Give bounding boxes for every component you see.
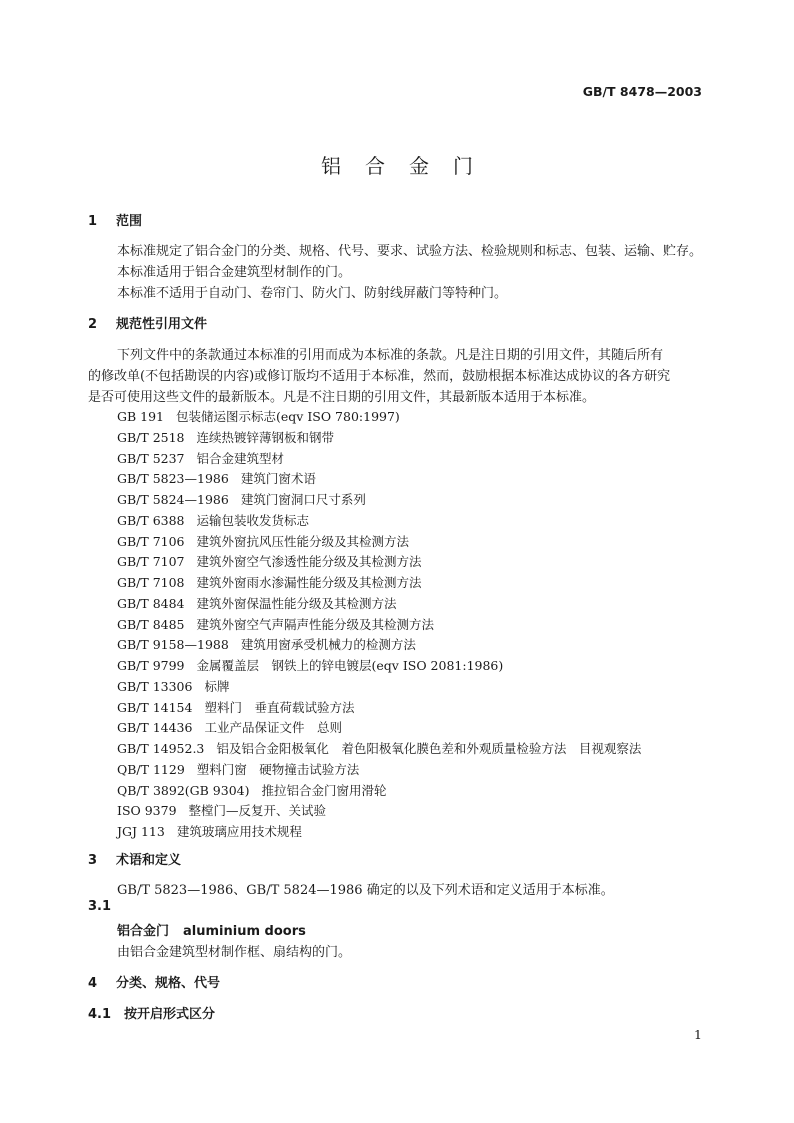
reference-item <box>117 801 326 819</box>
subsection-number: 4.1 <box>88 1007 112 1022</box>
reference-code: GB/T 14952.3 <box>117 741 205 756</box>
reference-title: 连续热镀锌薄钢板和钢带 <box>196 429 335 445</box>
subsection-heading <box>88 1003 215 1022</box>
reference-code: GB/T 8484 <box>117 595 185 611</box>
reference-code: JGJ 113 <box>117 824 165 839</box>
reference-title: 塑料门窗 硬物撞击试验方法 <box>196 761 360 777</box>
normative-intro-line-2: 的修改单(不包括勘误的内容)或修订版均不适用于本标准，然而，鼓励根据本标准达成协议的各方研究 <box>88 369 671 384</box>
reference-title: 包装储运图示标志(eqv ISO 780:1997) <box>176 409 400 424</box>
reference-item <box>117 594 397 612</box>
reference-title: 建筑外窗抗风压性能分级及其检测方法 <box>196 533 410 549</box>
reference-code: GB/T 6388 <box>117 512 185 528</box>
reference-code: GB/T 9158—1988 <box>117 637 229 653</box>
reference-title: 建筑外窗空气渗透性能分级及其检测方法 <box>196 554 422 570</box>
reference-code: GB/T 8485 <box>117 616 185 632</box>
reference-title: 标牌 <box>204 678 230 694</box>
reference-item <box>117 511 309 529</box>
reference-item <box>117 615 434 633</box>
reference-code: GB/T 14436 <box>117 720 193 736</box>
reference-title: 建筑门窗洞口尺寸系列 <box>240 492 366 507</box>
normative-intro-line-3: 是否可使用这些文件的最新版本。凡是不注日期的引用文件，其最新版本适用于本标准。 <box>88 390 596 405</box>
reference-code: GB/T 5237 <box>117 450 185 466</box>
reference-title: 整樘门—反复开、关试验 <box>188 803 327 819</box>
reference-code: GB/T 7108 <box>117 575 185 590</box>
reference-item <box>117 822 302 840</box>
reference-title: 建筑玻璃应用技术规程 <box>176 824 302 839</box>
reference-title: 工业产品保证文件 总则 <box>204 720 342 736</box>
reference-title: 金属覆盖层 钢铁上的锌电镀层(eqv ISO 2081:1986) <box>196 658 504 673</box>
terms-intro: GB/T 5823—1986、GB/T 5824—1986 确定的以及下列术语和定义适用于本标准。 <box>117 883 614 898</box>
reference-item <box>117 781 387 799</box>
reference-title: 建筑外窗空气声隔声性能分级及其检测方法 <box>196 616 435 632</box>
reference-code: ISO 9379 <box>117 803 177 819</box>
section-heading-4 <box>88 972 220 991</box>
reference-item <box>117 635 416 653</box>
page-number: 1 <box>694 1027 702 1042</box>
reference-item <box>117 677 229 695</box>
reference-code: GB/T 2518 <box>117 429 185 445</box>
reference-code: GB/T 7107 <box>117 554 185 570</box>
section-number: 2 <box>88 317 98 332</box>
reference-title: 塑料门 垂直荷载试验方法 <box>204 699 355 715</box>
reference-title: 建筑门窗术语 <box>240 471 316 487</box>
reference-item <box>117 449 284 467</box>
reference-item <box>117 469 316 487</box>
reference-title: 运输包装收发货标志 <box>196 512 310 528</box>
term-definition: 由铝合金建筑型材制作框、扇结构的门。 <box>117 945 352 960</box>
section-number: 3 <box>88 853 98 868</box>
reference-title: 建筑用窗承受机械力的检测方法 <box>240 637 416 653</box>
section-title: 范围 <box>116 214 143 229</box>
reference-title: 建筑外窗保温性能分级及其检测方法 <box>196 595 397 611</box>
reference-item <box>117 739 641 757</box>
term-name <box>117 920 306 939</box>
section-title: 术语和定义 <box>116 853 182 868</box>
scope-paragraph-2: 本标准适用于铝合金建筑型材制作的门。 <box>117 265 352 280</box>
section-title: 规范性引用文件 <box>116 317 208 332</box>
reference-item <box>117 490 366 508</box>
reference-item <box>117 760 359 778</box>
reference-item <box>117 698 354 716</box>
reference-title: 铝及铝合金阳极氧化 着色阳极氧化膜色差和外观质量检验方法 目视观察法 <box>216 741 642 756</box>
term-name-zh: 铝合金门 <box>117 924 170 939</box>
reference-title: 建筑外窗雨水渗漏性能分级及其检测方法 <box>196 575 422 590</box>
reference-code: GB 191 <box>117 409 165 424</box>
reference-code: GB/T 13306 <box>117 678 193 694</box>
section-number: 4 <box>88 976 98 991</box>
reference-code: GB/T 5824—1986 <box>117 492 229 507</box>
reference-code: QB/T 1129 <box>117 761 185 777</box>
reference-code: GB/T 5823—1986 <box>117 471 229 487</box>
subsection-title: 按开启形式区分 <box>124 1007 216 1022</box>
term-number: 3.1 <box>88 899 112 914</box>
reference-item <box>117 407 400 425</box>
document-id: GB/T 8478—2003 <box>582 84 702 99</box>
section-heading-3 <box>88 849 181 868</box>
term-name-en: aluminium doors <box>183 924 306 939</box>
reference-item <box>117 552 422 570</box>
section-number: 1 <box>88 214 98 229</box>
document-title: 铝合金门 <box>321 154 497 178</box>
section-heading-1 <box>88 210 142 229</box>
reference-code: QB/T 3892(GB 9304) <box>117 782 250 798</box>
scope-paragraph-1: 本标准规定了铝合金门的分类、规格、代号、要求、试验方法、检验规则和标志、包装、运输、贮存。 <box>117 244 703 259</box>
reference-code: GB/T 7106 <box>117 533 185 549</box>
reference-title: 铝合金建筑型材 <box>196 450 285 466</box>
reference-item <box>117 573 422 591</box>
reference-item <box>117 718 342 736</box>
reference-item <box>117 428 334 446</box>
reference-title: 推拉铝合金门窗用滑轮 <box>261 782 387 798</box>
scope-paragraph-3: 本标准不适用于自动门、卷帘门、防火门、防射线屏蔽门等特种门。 <box>117 286 508 301</box>
reference-code: GB/T 14154 <box>117 699 193 715</box>
reference-item <box>117 656 503 674</box>
reference-item <box>117 532 409 550</box>
section-heading-2 <box>88 313 207 332</box>
reference-code: GB/T 9799 <box>117 658 185 673</box>
section-title: 分类、规格、代号 <box>116 976 221 991</box>
normative-intro-line-1: 下列文件中的条款通过本标准的引用而成为本标准的条款。凡是注日期的引用文件，其随后所有 <box>117 348 664 363</box>
